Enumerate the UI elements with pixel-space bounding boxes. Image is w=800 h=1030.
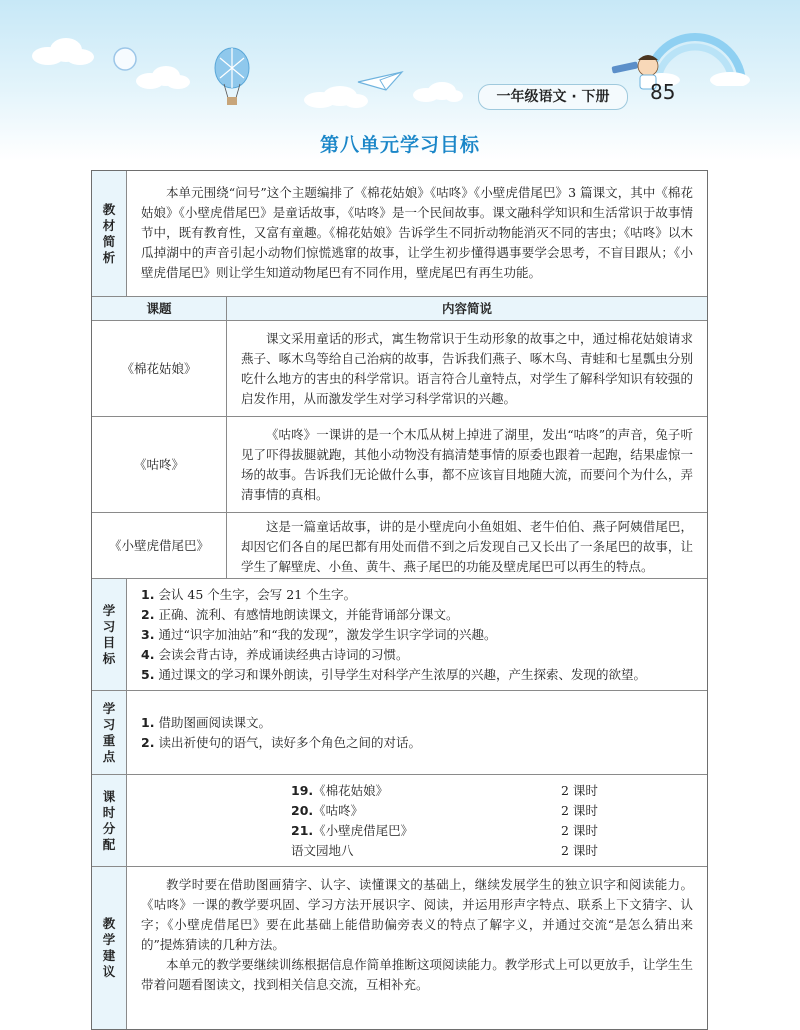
schedule-row [92, 775, 707, 867]
teaching-advice-row [92, 867, 707, 1029]
learning-goals-content [127, 579, 707, 690]
list-item: 1. 会认 45 个生字，会写 21 个生字。 [141, 587, 357, 602]
list-item: 1. 借助图画阅读课文。 [141, 714, 271, 730]
teaching-advice-paragraph: 教学时要在借助图画猜字、认字、读懂课文的基础上，继续发展学生的独立识字和阅读能力。《咕咚》一课的教学要巩固、学习方法开展识字、阅读，并运用形声字特点、联系上下文猜字、认字；《小壁虎借尾巴》要在此基础上能借助偏旁表义的特点了解字义，并通过交流“是怎么猜出来的”提炼猜读的几种方法。 [141, 877, 693, 952]
list-item: 3. 通过“识字加油站”和“我的发现”，激发学生识字学词的兴趣。 [141, 627, 497, 642]
paper-plane-icon [356, 68, 404, 94]
key-points-row [92, 691, 707, 775]
lesson-summary-text: 《咕咚》一课讲的是一个木瓜从树上掉进了湖里，发出“咕咚”的声音，兔子听见了吓得拔腿就跑，其他小动物没有搞清楚事情的原委也跟着一起跑，结果虚惊一场的故事。告诉我们无论做什么事，都不应该盲目地随大流，而要问个为什么，弄清事情的真相。 [241, 427, 693, 502]
cloud-icon [28, 36, 98, 66]
list-item: 5. 通过课文的学习和课外朗读，引导学生对科学产生浓厚的兴趣，产生探索、发现的欲望。 [141, 667, 646, 682]
lesson-summary [227, 513, 707, 578]
schedule-lesson: 19.《棉花姑娘》 [291, 782, 389, 798]
schedule-label: 课时分配 [92, 775, 127, 866]
key-points-content [127, 691, 707, 774]
book-name-pill: 一年级语文 · 下册 [478, 84, 628, 110]
schedule-lesson: 20.《咕咚》 [291, 802, 364, 818]
page-number: 85 [650, 80, 676, 104]
hot-air-balloon-icon [210, 46, 254, 108]
lesson-table-header [92, 297, 707, 321]
key-points-label: 学习重点 [92, 691, 127, 774]
summary-column-header: 内容简说 [441, 300, 492, 316]
unit-goals-table [91, 170, 708, 1030]
schedule-hours: 2 课时 [561, 802, 598, 818]
lesson-row [92, 417, 707, 513]
schedule-hours: 2 课时 [561, 782, 598, 798]
lesson-name: 《棉花姑娘》 [92, 321, 227, 416]
schedule-lesson: 语文园地八 [291, 842, 354, 858]
lesson-summary [227, 321, 707, 416]
lesson-row [92, 513, 707, 579]
lesson-column-header: 课题 [92, 297, 227, 320]
learning-goals-list [141, 585, 693, 685]
schedule-content [127, 775, 707, 866]
teaching-advice-content [127, 867, 707, 1029]
lesson-summary [227, 417, 707, 512]
cloud-icon [410, 80, 464, 104]
list-item: 4. 会读会背古诗，养成诵读经典古诗词的习惯。 [141, 647, 409, 662]
learning-goals-label: 学习目标 [92, 579, 127, 690]
material-analysis-row [92, 171, 707, 297]
schedule-list [291, 781, 641, 861]
page-title: 第八单元学习目标 [319, 134, 480, 156]
teaching-advice-paragraph: 本单元的教学要继续训练根据信息作简单推断这项阅读能力。教学形式上可以更放手，让学生生带着问题看图读文，找到相关信息交流，互相补充。 [141, 957, 693, 992]
list-item: 2. 读出祈使句的语气，读好多个角色之间的对话。 [141, 734, 421, 750]
list-item: 2. 正确、流利、有感情地朗读课文，并能背诵部分课文。 [141, 607, 459, 622]
lesson-summary-text: 这是一篇童话故事，讲的是小壁虎向小鱼姐姐、老牛伯伯、燕子阿姨借尾巴，却因它们各自的尾巴都有用处而借不到之后发现自己又长出了一条尾巴的故事，让学生了解壁虎、小鱼、黄牛、燕子尾巴的功能及壁虎尾巴可以再生的特点。 [241, 519, 693, 574]
lesson-name: 《小壁虎借尾巴》 [92, 513, 227, 578]
cloud-icon [132, 64, 192, 90]
schedule-lesson: 21.《小壁虎借尾巴》 [291, 822, 414, 838]
teaching-advice-label: 教学建议 [92, 867, 127, 1029]
material-analysis-label: 教材简析 [92, 171, 127, 296]
material-analysis-text: 本单元围绕“问号”这个主题编排了《棉花姑娘》《咕咚》《小壁虎借尾巴》3 篇课文，其中《棉花姑娘》《小壁虎借尾巴》是童话故事，《咕咚》是一个民间故事。课文融科学知识和生活常识于故事情节中，既有教育性，又富有童趣。《棉花姑娘》告诉学生不同折动物能消灭不同的害虫；《咕咚》以木瓜掉湖中的声音引起小动物们惊慌逃窜的故事，让学生初步懂得遇事要学会思考，不盲目跟从；《小壁虎借尾巴》则让学生知道动物尾巴有不同作用，壁虎尾巴有再生功能。 [141, 185, 693, 280]
lesson-row [92, 321, 707, 417]
schedule-hours: 2 课时 [561, 822, 598, 838]
key-points-list [141, 713, 421, 753]
learning-goals-row [92, 579, 707, 691]
lesson-summary-text: 课文采用童话的形式，寓生物常识于生动形象的故事之中，通过棉花姑娘请求燕子、啄木鸟等给自己治病的故事，告诉我们燕子、啄木鸟、青蛙和七星瓢虫分别吃什么地方的害虫的科学常识。语言符合儿童特点，对学生了解科学知识有较强的启发作用，从而激发学生对学习科学常识的兴趣。 [241, 331, 693, 406]
lesson-name: 《咕咚》 [92, 417, 227, 512]
schedule-hours: 2 课时 [561, 842, 598, 858]
material-analysis-content [127, 171, 707, 296]
